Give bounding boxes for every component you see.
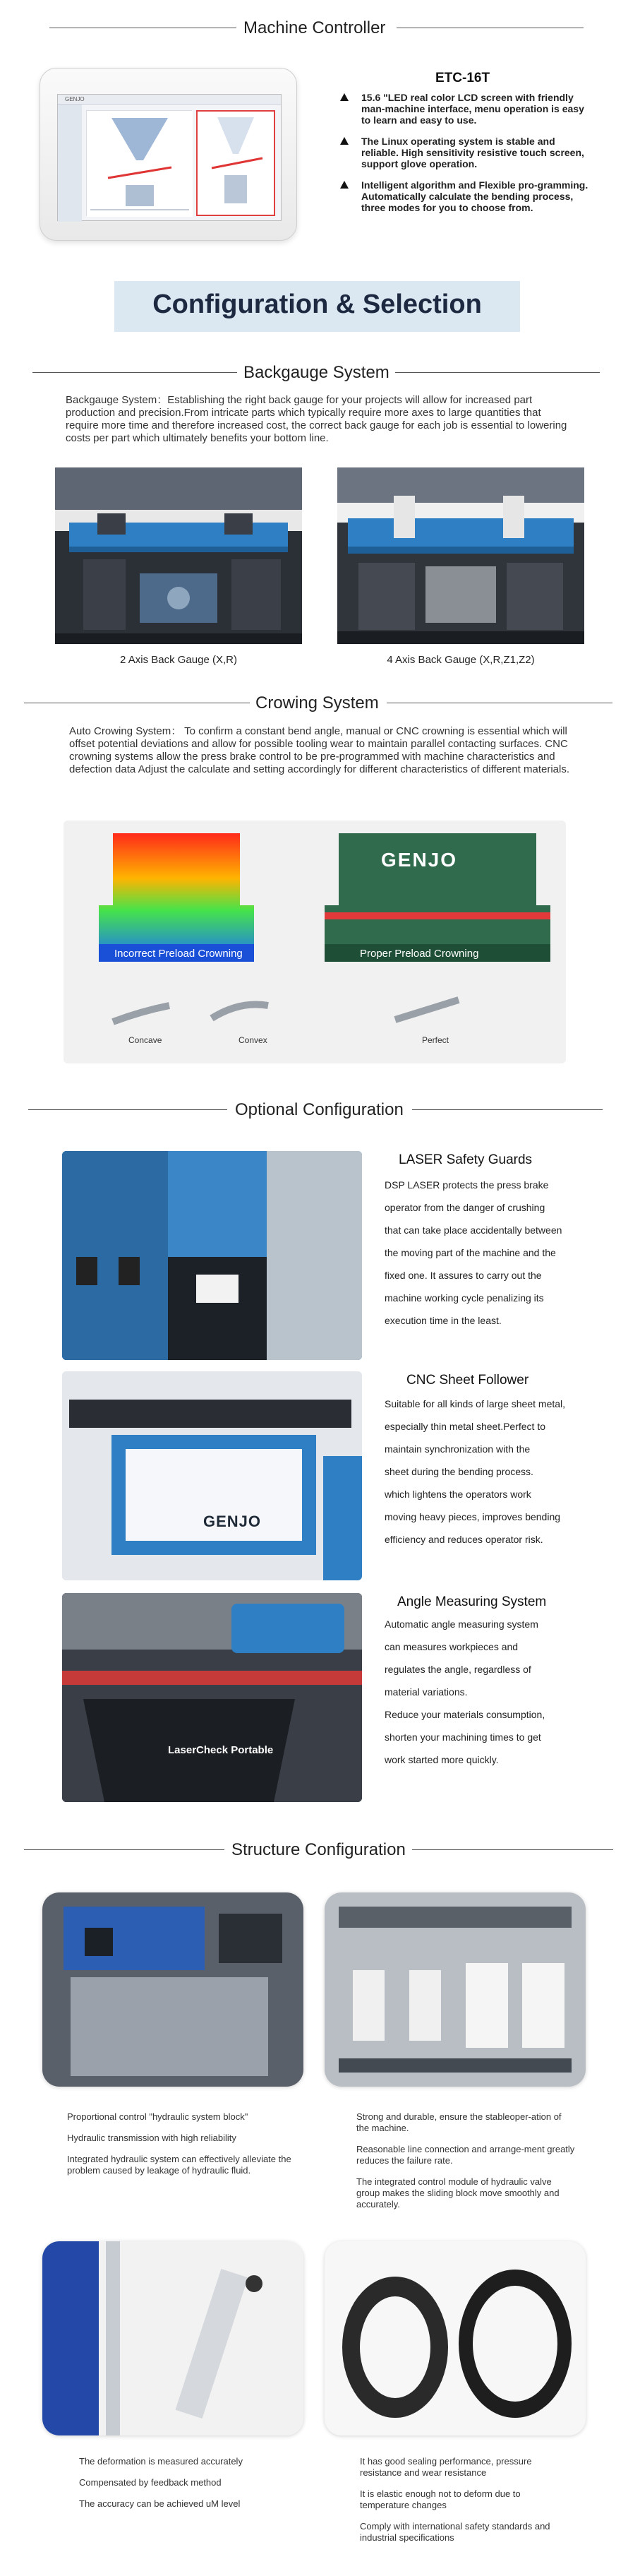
sheet-follower-illustration — [62, 1371, 362, 1580]
structure-line: Proportional control "hydraulic system block" — [67, 2111, 248, 2122]
option-description — [385, 1393, 603, 1551]
option-line: Reduce your materials consumption, — [385, 1709, 545, 1720]
angle-measuring-photo — [62, 1593, 362, 1802]
structure-line: Comply with international safety standards and industrial specifications — [360, 2521, 550, 2543]
controller-screen — [57, 94, 282, 221]
crowning-illustration — [64, 821, 566, 1063]
laser-check-badge: LaserCheck Portable — [168, 1744, 274, 1756]
triangle-bullet-icon — [340, 181, 349, 189]
structure-line: It has good sealing performance, pressure resistance and wear resistance — [360, 2456, 532, 2478]
option-line: machine working cycle penalizing its — [385, 1292, 544, 1304]
config-banner — [114, 281, 520, 332]
controller-model: ETC-16T — [435, 71, 490, 85]
option-line: that can take place accidentally between — [385, 1224, 562, 1236]
divider — [412, 1109, 603, 1110]
divider — [412, 1849, 613, 1850]
structure-text — [356, 2111, 575, 2220]
section-title: Machine Controller — [243, 18, 386, 37]
shape-label-convex: Convex — [238, 1035, 267, 1045]
crowning-header — [0, 692, 628, 713]
option-line: shorten your machining times to get — [385, 1731, 541, 1743]
option-line: execution time in the least. — [385, 1315, 502, 1326]
structure-line: The integrated control module of hydraulic valve group makes the sliding block move smoothly and accurately. — [356, 2176, 560, 2210]
triangle-bullet-icon — [340, 93, 349, 101]
screen-sidebar — [58, 105, 82, 222]
structure-line: Integrated hydraulic system can effectively alleviate the problem caused by leakage of hydraulic fluid. — [67, 2154, 291, 2176]
option-line: the moving part of the machine and the — [385, 1247, 556, 1258]
option-line: maintain synchronization with the — [385, 1443, 531, 1455]
crowning-figure — [64, 821, 566, 1063]
divider — [395, 372, 600, 373]
section-title: Structure Configuration — [231, 1840, 406, 1859]
structure-line: It is elastic enough not to deform due to temperature changes — [360, 2488, 521, 2510]
divider — [32, 372, 237, 373]
label-incorrect-crowning: Incorrect Preload Crowning — [114, 948, 243, 960]
panel-illustration — [198, 112, 274, 215]
structure-text — [79, 2456, 305, 2520]
structure-header — [0, 1839, 628, 1860]
option-line: work started more quickly. — [385, 1754, 499, 1765]
feature-item — [337, 92, 591, 126]
option-line: Automatic angle measuring system — [385, 1618, 538, 1630]
structure-text — [360, 2456, 572, 2553]
option-line: especially thin metal sheet.Perfect to — [385, 1421, 546, 1432]
controller-monitor — [40, 68, 297, 241]
laser-safety-photo — [62, 1151, 362, 1360]
option-line: efficiency and reduces operator risk. — [385, 1534, 543, 1545]
structure-line: Compensated by feedback method — [79, 2477, 222, 2488]
electrical-cabinet-photo — [325, 1892, 586, 2087]
feature-text: The Linux operating system is stable and reliable. High sensitivity resistive touch screen, support glove operation. — [361, 136, 584, 169]
screen-titlebar — [58, 95, 281, 105]
shape-label-perfect: Perfect — [422, 1035, 449, 1045]
controller-features — [337, 92, 591, 223]
structure-line: Strong and durable, ensure the stableoper-ation of the machine. — [356, 2111, 562, 2133]
screen-app-name: GENJO — [65, 96, 85, 102]
backgauge-4axis-photo — [337, 467, 584, 644]
sheet-follower-brand-logo: GENJO — [203, 1513, 262, 1530]
label-proper-crowning: Proper Preload Crowning — [360, 948, 479, 960]
angle-measuring-illustration — [62, 1593, 362, 1802]
structure-line: Reasonable line connection and arrange-ment greatly reduces the failure rate. — [356, 2144, 575, 2166]
screen-panel — [196, 110, 275, 216]
section-title: Optional Configuration — [235, 1100, 404, 1119]
shape-label-concave: Concave — [128, 1035, 162, 1045]
sheet-follower-photo — [62, 1371, 362, 1580]
crowning-description: Auto Crowing System： To confirm a constant bend angle, manual or CNC crowning is essential which will offset potential deviations and allow for possible tooling wear to maintain parallel contacting surfaces. CNC crowning systems allow the press brake control to be pre-programmed with machine characteristics and defection data Adjust the calculate and setting accordingly for different characteristics of different materials. — [69, 725, 570, 775]
feature-item — [337, 136, 591, 169]
bend-graph-illustration — [87, 111, 193, 217]
option-line: sheet during the bending process. — [385, 1466, 533, 1477]
option-title: CNC Sheet Follower — [406, 1373, 529, 1388]
option-line: can measures workpieces and — [385, 1641, 519, 1652]
structure-line: The accuracy can be achieved uM level — [79, 2498, 241, 2509]
option-line: material variations. — [385, 1686, 468, 1698]
option-line: fixed one. It assures to carry out the — [385, 1270, 542, 1281]
machine-controller-header — [0, 17, 628, 38]
hydraulic-block-illustration — [42, 1892, 303, 2087]
triangle-bullet-icon — [340, 137, 349, 145]
option-title: LASER Safety Guards — [399, 1152, 533, 1167]
option-line: moving heavy pieces, improves bending — [385, 1511, 561, 1522]
option-description — [385, 1174, 596, 1332]
option-line: DSP LASER protects the press brake — [385, 1179, 549, 1191]
laser-safety-illustration — [62, 1151, 362, 1360]
seal-ring-photo — [325, 2241, 586, 2435]
feature-text: Intelligent algorithm and Flexible pro-gramming. Automatically calculate the bending process, three modes for you to choose from. — [361, 179, 588, 213]
backgauge-header — [0, 362, 628, 383]
option-description — [385, 1613, 596, 1771]
structure-line: The deformation is measured accurately — [79, 2456, 243, 2467]
feature-text: 15.6 "LED real color LCD screen with friendly man-machine interface, menu operation is easy to learn and easy to use. — [361, 92, 584, 126]
seal-ring-illustration — [325, 2241, 586, 2435]
structure-line: Hydraulic transmission with high reliability — [67, 2133, 236, 2143]
option-title: Angle Measuring System — [397, 1594, 547, 1609]
backgauge-2axis-illustration — [55, 467, 302, 644]
section-title: Backgauge System — [243, 363, 390, 382]
hydraulic-block-photo — [42, 1892, 303, 2087]
backgauge-4axis-illustration — [337, 467, 584, 644]
option-line: which lightens the operators work — [385, 1489, 531, 1500]
electrical-cabinet-illustration — [325, 1892, 586, 2087]
screen-graph — [86, 110, 192, 216]
banner-title: Configuration & Selection — [152, 290, 482, 319]
grating-ruler-photo — [42, 2241, 303, 2435]
section-title: Crowing System — [255, 693, 379, 712]
option-line: Suitable for all kinds of large sheet metal, — [385, 1398, 566, 1409]
backgauge-caption: 2 Axis Back Gauge (X,R) — [120, 654, 237, 666]
backgauge-description: Backgauge System：Establishing the right back gauge for your projects will allow for increased part production and precision.From intricate parts which typically require more axes to large quantities that require more time and therefore increased cost, the correct back gauge for each job is essential to lowering costs per part which ultimately benefits your bottom line. — [66, 394, 567, 444]
option-line: regulates the angle, regardless of — [385, 1664, 531, 1675]
feature-item — [337, 179, 591, 213]
grating-ruler-illustration — [42, 2241, 303, 2435]
optional-header — [0, 1099, 628, 1120]
backgauge-caption: 4 Axis Back Gauge (X,R,Z1,Z2) — [387, 654, 535, 666]
divider — [28, 1109, 227, 1110]
crowning-brand-logo: GENJO — [381, 849, 458, 871]
structure-text — [67, 2111, 300, 2186]
option-line: operator from the danger of crushing — [385, 1202, 545, 1213]
divider — [24, 1849, 224, 1850]
backgauge-2axis-photo — [55, 467, 302, 644]
